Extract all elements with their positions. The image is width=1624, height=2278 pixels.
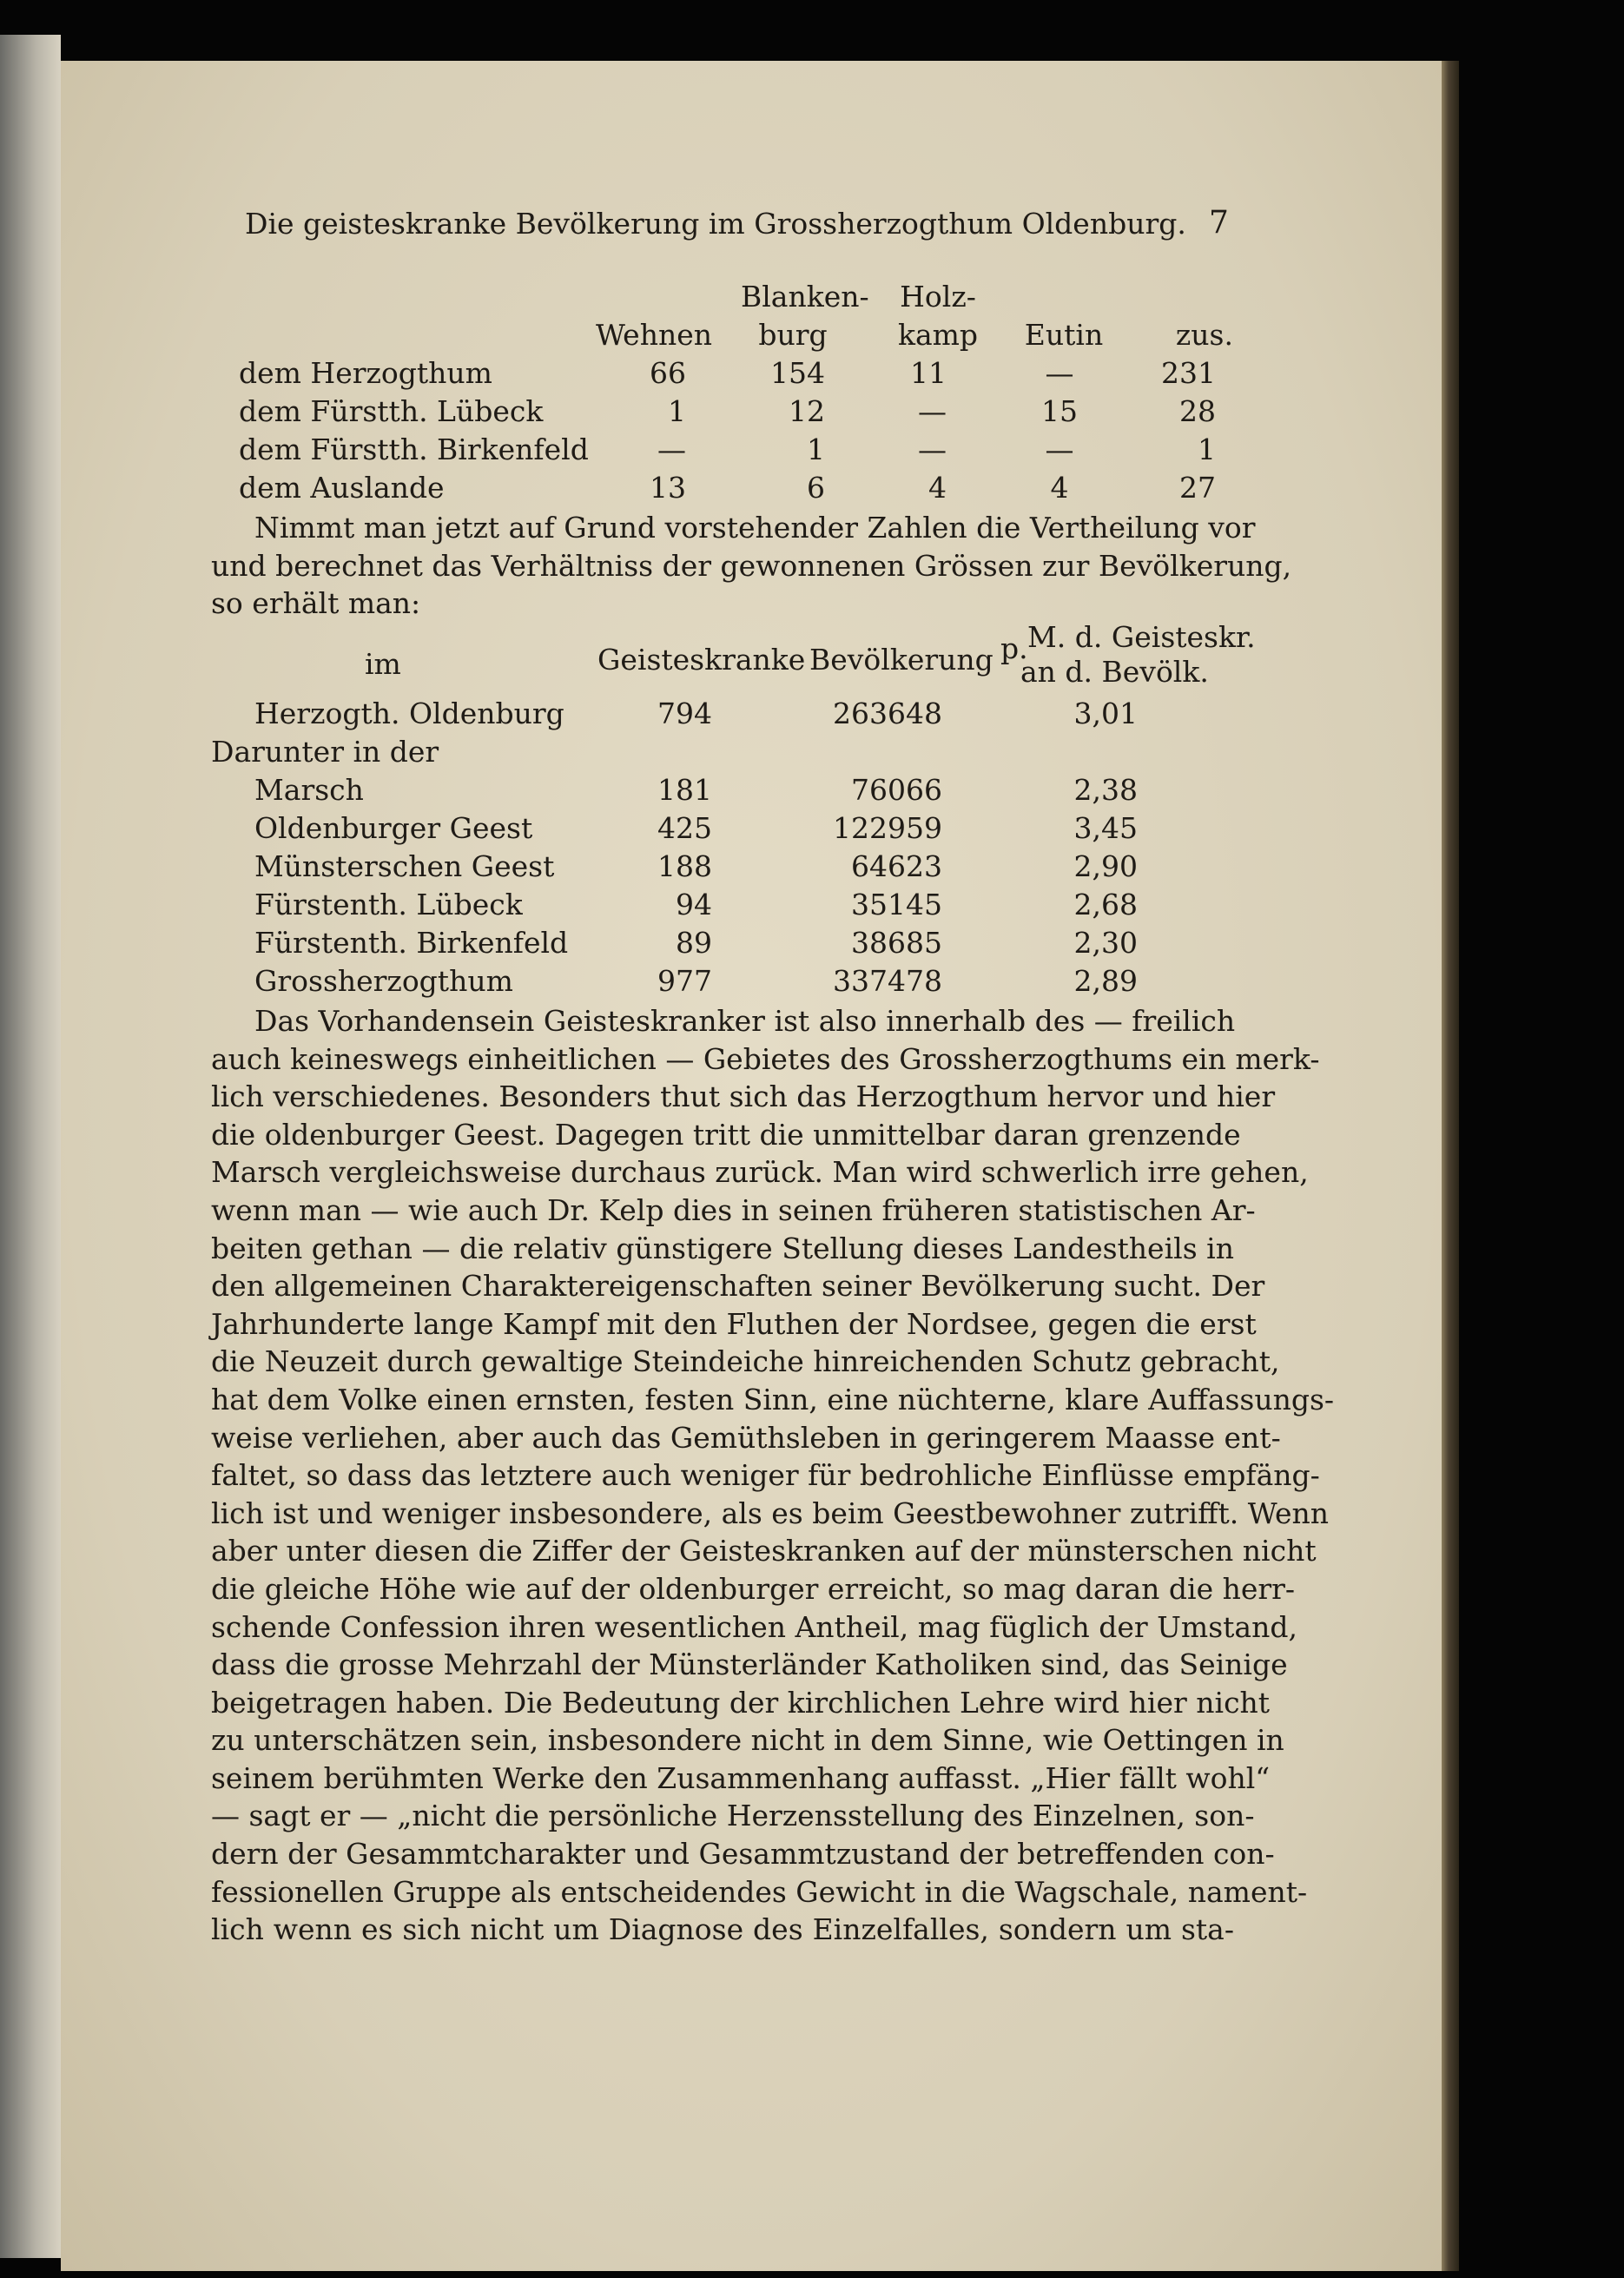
table2-header-ratio-bottom: an d. Bevölk. xyxy=(1020,655,1209,689)
table1-cell: 1 xyxy=(1198,432,1216,466)
table1-cell: 12 xyxy=(789,394,825,428)
text-line: — sagt er — „nicht die persönliche Herzensstellung des Einzelnen, son- xyxy=(211,1799,1255,1833)
table1-row-label: dem Fürstth. Lübeck xyxy=(239,394,544,428)
table2-cell: 94 xyxy=(676,888,712,921)
table2-cell: 794 xyxy=(657,697,712,730)
text-line: weise verliehen, aber auch das Gemüthsleben in geringerem Maasse ent- xyxy=(211,1420,1281,1455)
table2-row-label: Fürstenth. Birkenfeld xyxy=(254,926,569,960)
table1-row-label: dem Auslande xyxy=(239,471,445,505)
page-binding-edge xyxy=(1442,61,1459,2271)
text-line: und berechnet das Verhältniss der gewonnenen Grössen zur Bevölkerung, xyxy=(211,548,1292,583)
table2-cell: 2,90 xyxy=(1073,849,1138,883)
body-paragraph xyxy=(211,1002,1335,1949)
table2-cell: 181 xyxy=(657,773,712,807)
facing-page-edge xyxy=(0,35,61,2258)
running-title: Die geisteskranke Bevölkerung im Grossherzogthum Oldenburg. xyxy=(245,207,1186,241)
table1-header-wehnen: Wehnen xyxy=(595,318,712,352)
text-line: Das Vorhandensein Geisteskranker ist also innerhalb des — freilich xyxy=(254,1004,1236,1038)
table1-header-holzkamp-top: Holz- xyxy=(900,280,976,314)
text-line: beigetragen haben. Die Bedeutung der kirchlichen Lehre wird hier nicht xyxy=(211,1685,1271,1720)
table2-cell: 2,68 xyxy=(1073,888,1138,921)
table2-cell: 38685 xyxy=(851,926,942,960)
table2-header-ratio-top: M. d. Geisteskr. xyxy=(1027,620,1256,654)
table1-header-zus: zus. xyxy=(1175,318,1233,352)
table2-cell: 122959 xyxy=(833,811,942,845)
table2-cell: 64623 xyxy=(851,849,942,883)
text-line: beiten gethan — die relativ günstigere Stellung dieses Landestheils in xyxy=(211,1231,1234,1265)
table1-cell: 15 xyxy=(1041,394,1078,428)
table2-cell: 89 xyxy=(676,926,712,960)
text-line: so erhält man: xyxy=(211,586,421,621)
table1-header-blankenburg-bottom: burg xyxy=(758,318,828,352)
table2-cell: 2,38 xyxy=(1073,773,1138,807)
text-line: faltet, so dass das letztere auch weniger für bedrohliche Einflüsse empfäng- xyxy=(211,1458,1320,1493)
table1-row-label: dem Herzogthum xyxy=(239,356,492,390)
text-line: Jahrhunderte lange Kampf mit den Fluthen der Nordsee, gegen die erst xyxy=(211,1306,1257,1341)
table1-cell: 231 xyxy=(1161,356,1216,390)
table1-header-eutin: Eutin xyxy=(1024,318,1104,352)
table2-header-im: im xyxy=(365,647,401,681)
text-line: lich wenn es sich nicht um Diagnose des Einzelfalles, sondern um sta- xyxy=(211,1912,1234,1947)
table2-header-prefix: p. xyxy=(1000,631,1028,665)
table1-cell: 4 xyxy=(1050,471,1069,505)
table1-cell: — xyxy=(918,394,947,428)
text-line: dass die grosse Mehrzahl der Münsterländer Katholiken sind, das Seinige xyxy=(211,1647,1288,1682)
table2-cell: 425 xyxy=(657,811,712,845)
table2-row-label: Marsch xyxy=(254,773,364,807)
table2-row-label: Fürstenth. Lübeck xyxy=(254,888,523,921)
text-line: auch keineswegs einheitlichen — Gebietes des Grossherzogthums ein merk- xyxy=(211,1041,1320,1076)
table1-cell: 1 xyxy=(807,432,825,466)
text-line: lich ist und weniger insbesondere, als es beim Geestbewohner zutrifft. Wenn xyxy=(211,1496,1330,1530)
text-line: lich verschiedenes. Besonders thut sich das Herzogthum hervor und hier xyxy=(211,1080,1276,1114)
text-line: die Neuzeit durch gewaltige Steindeiche hinreichenden Schutz gebracht, xyxy=(211,1344,1280,1379)
table1-cell: 27 xyxy=(1179,471,1216,505)
table2-header-bevoelkerung: Bevölkerung xyxy=(809,643,994,677)
table1-header-holzkamp-bottom: kamp xyxy=(897,318,979,352)
text-line: die gleiche Höhe wie auf der oldenburger erreicht, so mag daran die herr- xyxy=(211,1571,1296,1606)
text-line: fessionellen Gruppe als entscheidendes Gewicht in die Wagschale, nament- xyxy=(211,1874,1308,1909)
text-line: seinem berühmten Werke den Zusammenhang auffasst. „Hier fällt wohl“ xyxy=(211,1760,1271,1795)
table2-cell: 337478 xyxy=(833,964,942,998)
table2-cell: 3,45 xyxy=(1073,811,1138,845)
table2-cell: 2,30 xyxy=(1073,926,1138,960)
table1-cell: 154 xyxy=(770,356,825,390)
text-line: den allgemeinen Charaktereigenschaften seiner Bevölkerung sucht. Der xyxy=(211,1269,1265,1304)
table1-cell: — xyxy=(918,432,947,466)
table1-cell: 6 xyxy=(807,471,825,505)
table2-header-geisteskranke: Geisteskranke xyxy=(597,643,806,677)
table1-cell: 11 xyxy=(910,356,947,390)
intro-paragraph xyxy=(211,509,1292,623)
table2-cell: 2,89 xyxy=(1073,964,1138,998)
text-line: wenn man — wie auch Dr. Kelp dies in seinen früheren statistischen Ar- xyxy=(211,1192,1256,1227)
table2-cell: 35145 xyxy=(851,888,942,921)
table1-cell: 66 xyxy=(650,356,686,390)
table2-cell: 76066 xyxy=(851,773,942,807)
text-line: zu unterschätzen sein, insbesondere nicht in dem Sinne, wie Oettingen in xyxy=(211,1723,1284,1758)
table2-cell: 263648 xyxy=(833,697,942,730)
text-line: dern der Gesammtcharakter und Gesammtzustand der betreffenden con- xyxy=(211,1837,1275,1872)
table2-row-label: Oldenburger Geest xyxy=(254,811,533,845)
table2-row-label: Grossherzogthum xyxy=(254,964,513,998)
table2-row-label: Herzogth. Oldenburg xyxy=(254,697,564,730)
table1-cell: — xyxy=(1045,432,1074,466)
table2-cell: 977 xyxy=(657,964,712,998)
text-line: Marsch vergleichsweise durchaus zurück. Man wird schwerlich irre gehen, xyxy=(211,1155,1309,1190)
table1-cell: 13 xyxy=(650,471,686,505)
table1-cell: 1 xyxy=(668,394,686,428)
text-line: schende Confession ihren wesentlichen Antheil, mag füglich der Umstand, xyxy=(211,1609,1297,1644)
table2-row-label: Münsterschen Geest xyxy=(254,849,555,883)
text-line: die oldenburger Geest. Dagegen tritt die unmittelbar daran grenzende xyxy=(211,1117,1241,1152)
table1-row-label: dem Fürstth. Birkenfeld xyxy=(239,432,589,466)
table1-header-blankenburg-top: Blanken- xyxy=(741,280,869,314)
table2-row-label: Darunter in der xyxy=(211,735,439,769)
table1-cell: — xyxy=(657,432,686,466)
table2-cell: 188 xyxy=(657,849,712,883)
text-line: hat dem Volke einen ernsten, festen Sinn, eine nüchterne, klare Auffassungs- xyxy=(211,1382,1335,1416)
table1-cell: — xyxy=(1045,356,1074,390)
text-line: Nimmt man jetzt auf Grund vorstehender Zahlen die Vertheilung vor xyxy=(254,511,1256,545)
table1-cell: 28 xyxy=(1179,394,1216,428)
page-number: 7 xyxy=(1209,205,1229,241)
table1-cell: 4 xyxy=(928,471,947,505)
text-line: aber unter diesen die Ziffer der Geisteskranken auf der münsterschen nicht xyxy=(211,1534,1317,1568)
table2-cell: 3,01 xyxy=(1073,697,1138,730)
